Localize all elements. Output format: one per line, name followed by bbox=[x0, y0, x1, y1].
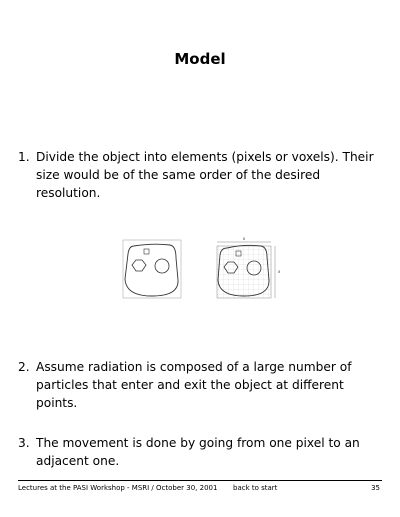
bounding-box bbox=[123, 240, 181, 298]
footer bbox=[18, 480, 382, 496]
pixel-grid bbox=[217, 246, 271, 298]
list-item-number: 2. bbox=[18, 360, 30, 374]
small-square bbox=[144, 249, 149, 254]
footer-rule bbox=[18, 480, 382, 481]
width-dimension-label: x bbox=[242, 236, 246, 241]
list-item-number: 1. bbox=[18, 150, 30, 164]
page-number: 35 bbox=[371, 484, 380, 492]
object-outline bbox=[125, 244, 178, 296]
footer-lecture-info: Lectures at the PASI Workshop - MSRI / October 30, 2001 bbox=[18, 484, 218, 492]
list-item-text: The movement is done by going from one pixel to an adjacent one. bbox=[36, 436, 360, 468]
circle bbox=[155, 259, 169, 273]
figure-svg bbox=[118, 234, 288, 304]
back-to-start-link[interactable]: back to start bbox=[233, 484, 278, 492]
list-item bbox=[18, 358, 384, 412]
list-item bbox=[18, 434, 384, 470]
list-item-text: Assume radiation is composed of a large number of particles that enter and exit the object at different points. bbox=[36, 360, 352, 410]
object-discretization-figure bbox=[118, 234, 288, 304]
list-item-number: 3. bbox=[18, 436, 30, 450]
list-item-text: Divide the object into elements (pixels or voxels). Their size would be of the same order of the desired resolution. bbox=[36, 150, 374, 200]
height-dimension-label: x bbox=[278, 269, 281, 274]
list-item bbox=[18, 148, 384, 202]
hexagon bbox=[132, 260, 146, 271]
continuous-object bbox=[123, 240, 181, 298]
slide-title: Model bbox=[174, 50, 226, 68]
pixelated-object bbox=[217, 236, 281, 298]
